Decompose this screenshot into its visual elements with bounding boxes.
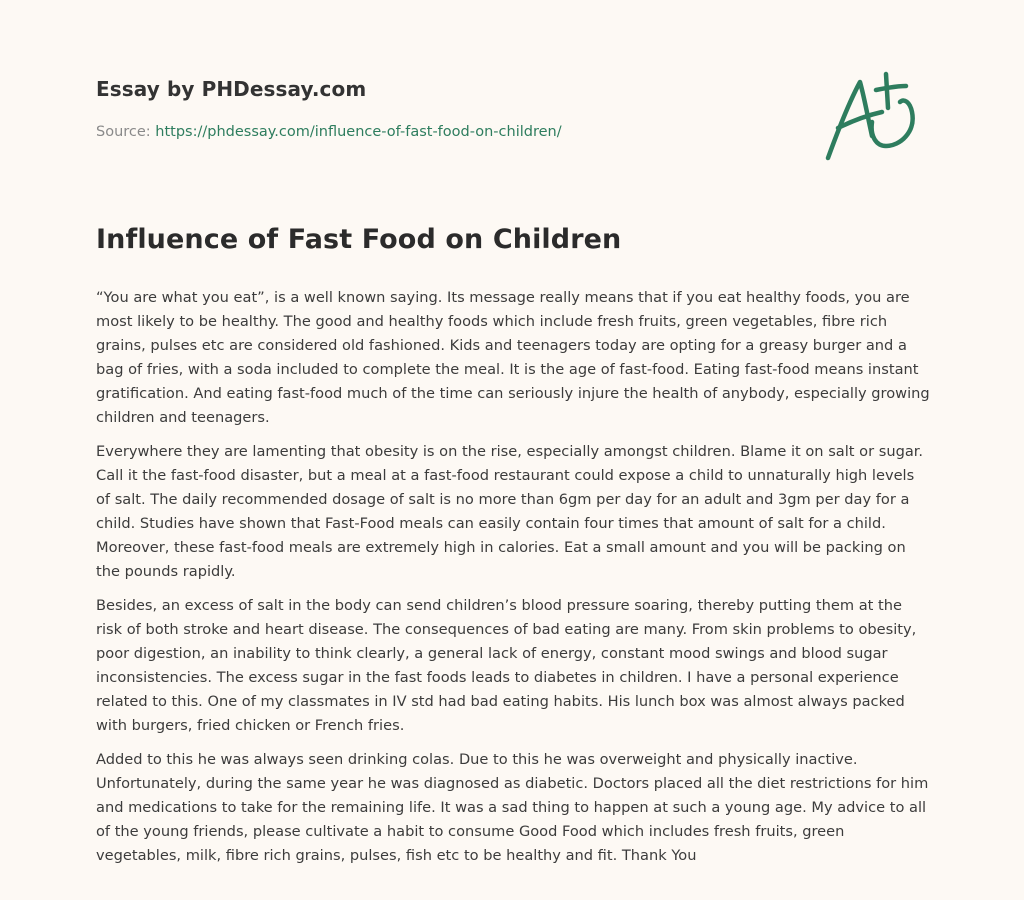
essay-body [96,286,932,878]
a-plus-grade-icon [820,66,930,166]
source-label: Source: [96,124,151,140]
brand-title: Essay by PHDessay.com [96,77,367,101]
essay-paragraph: Everywhere they are lamenting that obesity is on the rise, especially amongst children. Blame it on salt or sugar. Call it the fast-food disaster, but a meal at a fast-food restaurant could expose a child to unnaturally high levels of salt. The daily recommended dosage of salt is no more than 6gm per day for an adult and 3gm per day for a child. Studies have shown that Fast-Food meals can easily contain four times that amount of salt for a child. Moreover, these fast-food meals are extremely high in calories. Eat a small amount and you will be packing on the pounds rapidly. [96,443,924,580]
essay-paragraph: “You are what you eat”, is a well known saying. Its message really means that if you eat healthy foods, you are most likely to be healthy. The good and healthy foods which include fresh fruits, green vegetables, fibre rich grains, pulses etc are considered old fashioned. Kids and teenagers today are opting for a greasy burger and a bag of fries, with a soda included to complete the meal. It is the age of fast-food. Eating fast-food means instant gratification. And eating fast-food much of the time can seriously injure the health of anybody, especially growing children and teenagers. [96,289,930,426]
essay-paragraph: Besides, an excess of salt in the body can send children’s blood pressure soaring, thereby putting them at the risk of both stroke and heart disease. The consequences of bad eating are many. From skin problems to obesity, poor digestion, an inability to think clearly, a general lack of energy, constant mood swings and blood sugar inconsistencies. The excess sugar in the fast foods leads to diabetes in children. I have a personal experience related to this. One of my classmates in IV std had bad eating habits. His lunch box was almost always packed with burgers, fried chicken or French fries. [96,597,917,734]
essay-title: Influence of Fast Food on Children [96,224,622,255]
essay-paragraph: Added to this he was always seen drinking colas. Due to this he was overweight and physically inactive. Unfortunately, during the same year he was diagnosed as diabetic. Doctors placed all the diet restrictions for him and medications to take for the remaining life. It was a sad thing to happen at such a young age. My advice to all of the young friends, please cultivate a habit to consume Good Food which includes fresh fruits, green vegetables, milk, fibre rich grains, pulses, fish etc to be healthy and fit. Thank You [96,751,929,864]
source-link[interactable]: https://phdessay.com/influence-of-fast-food-on-children/ [155,124,562,140]
source-line [96,124,562,140]
